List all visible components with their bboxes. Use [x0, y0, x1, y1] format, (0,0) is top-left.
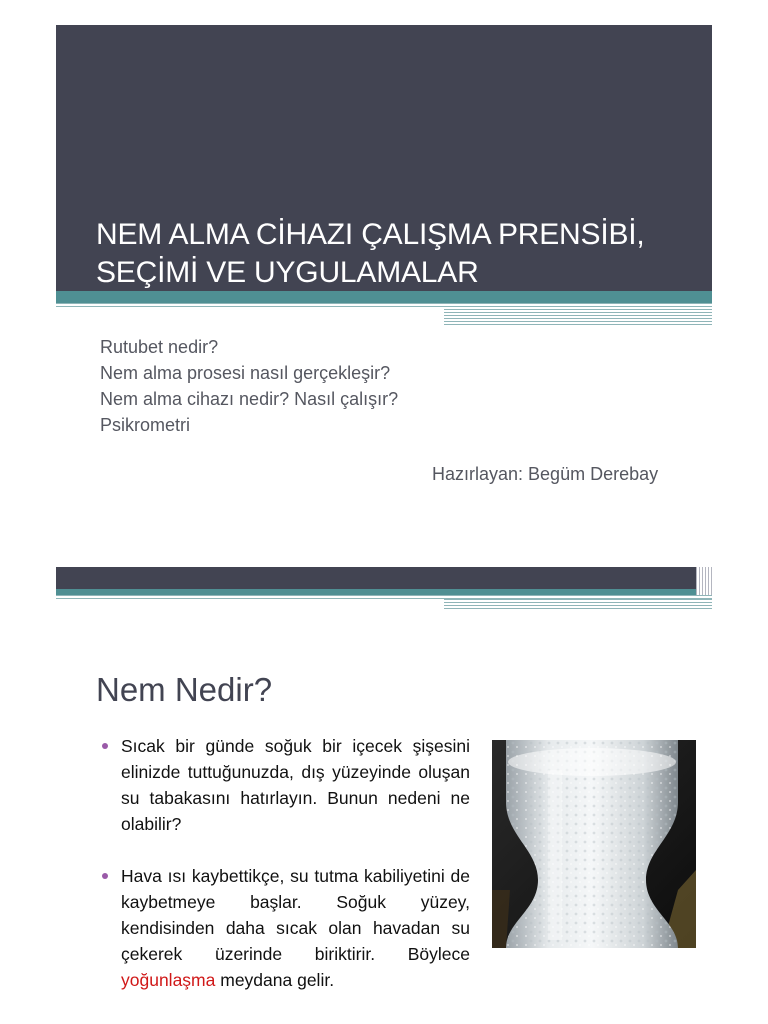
highlight-term: yoğunlaşma [121, 970, 216, 990]
bullet-dot-icon [102, 743, 108, 749]
header-stripes-decoration [696, 567, 712, 589]
bullet-text-end: meydana gelir. [215, 970, 335, 990]
presentation-title [96, 216, 696, 292]
bullet-list [100, 733, 470, 993]
title-line-2: SEÇİMİ VE UYGULAMALAR [96, 256, 479, 289]
bullet-item [100, 863, 470, 993]
topic-list [100, 334, 398, 438]
bullet-text: Sıcak bir günde soğuk bir içecek şişesini elinizde tuttuğunuzda, dış yüzeyinde oluşan su tabakasını hatırlayın. Bunun nedeni ne olabilir? [121, 736, 470, 834]
bullet-dot-icon [102, 873, 108, 879]
topic-item: Rutubet nedir? [100, 337, 219, 357]
slide-title: Nem Nedir? [96, 671, 273, 708]
content-stripes-decoration-right [444, 599, 712, 611]
bullet-item [100, 733, 470, 837]
cold-bottle-condensation-image [492, 740, 696, 948]
topic-item: Psikrometri [100, 415, 191, 435]
bullet-text: Hava ısı kaybettikçe, su tutma kabiliyetini de kaybetmeye başlar. Soğuk yüzey, kendisinden daha sıcak olan havadan su çekerek üzerinde biriktirir. Böylece [121, 866, 470, 964]
author-credit: Hazırlayan: Begüm Derebay [432, 464, 659, 484]
title-stripes-decoration-right [444, 309, 712, 326]
title-accent-band [56, 291, 712, 303]
topic-item: Nem alma prosesi nasıl gerçekleşir? [100, 363, 391, 383]
topic-item: Nem alma cihazı nedir? Nasıl çalışır? [100, 389, 399, 409]
content-slide-header [56, 567, 696, 589]
title-line-1: NEM ALMA CİHAZI ÇALIŞMA PRENSİBİ, [96, 218, 645, 251]
